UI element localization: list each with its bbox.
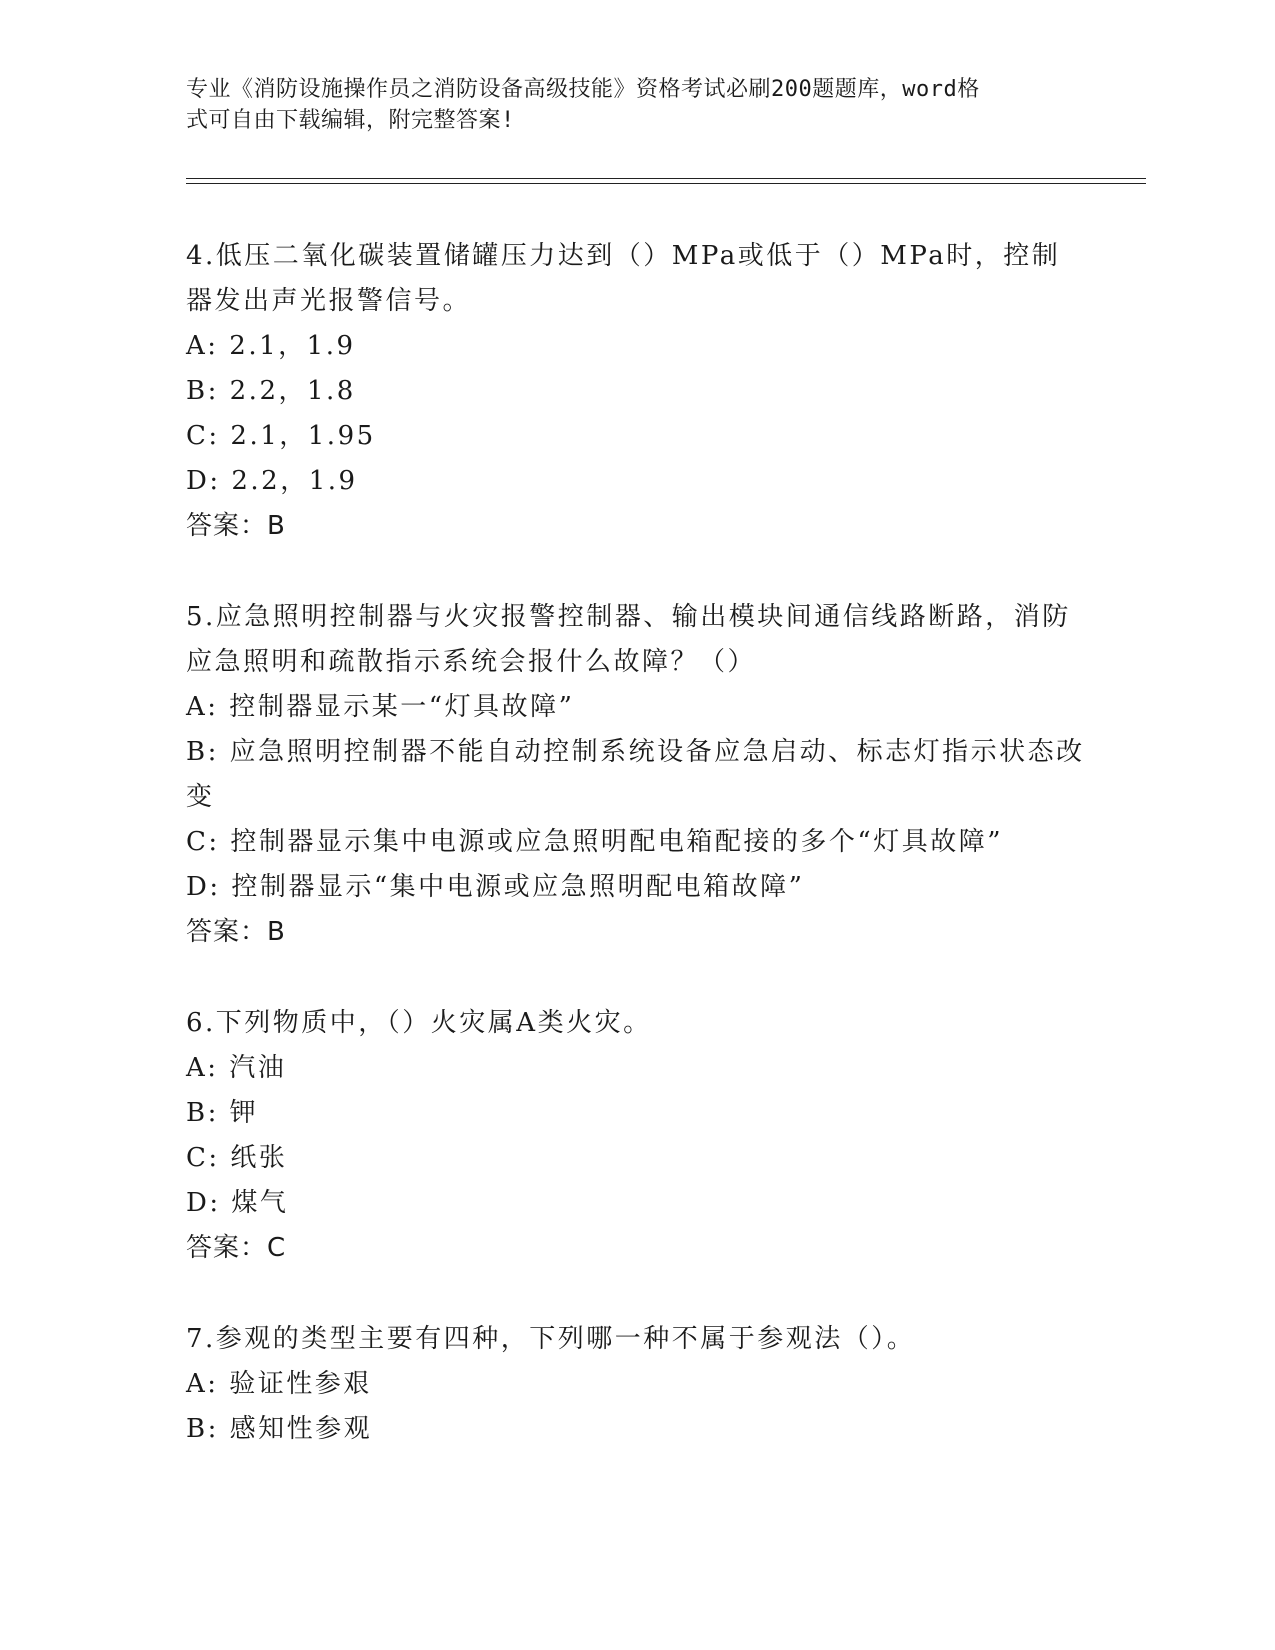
header-line-1: 专业《消防设施操作员之消防设备高级技能》资格考试必刷200题题库，word格 [186,77,980,102]
answer-label: 答案：C [186,1233,287,1263]
header-divider-top [186,178,1146,179]
question-5 [186,595,1086,955]
option-a: A: 控制器显示某一“灯具故障” [186,692,575,722]
option-c: C: 纸张 [186,1143,288,1173]
option-d: D: 控制器显示“集中电源或应急照明配电箱故障” [186,872,805,902]
option-a: A: 验证性参艰 [186,1369,372,1399]
option-c: C: 2.1，1.95 [186,421,376,451]
question-stem: 4.低压二氧化碳装置储罐压力达到（）MPa或低于（）MPa时，控制器发出声光报警信号。 [186,241,1061,316]
document-header [186,74,1066,136]
option-c: C: 控制器显示集中电源或应急照明配电箱配接的多个“灯具故障” [186,827,1004,857]
answer-label: 答案：B [186,511,286,541]
option-a: A: 2.1，1.9 [186,331,356,361]
question-stem: 6.下列物质中，（）火灾属A类火灾。 [186,1008,652,1038]
answer-label: 答案：B [186,917,286,947]
option-d: D: 2.2，1.9 [186,466,358,496]
option-b: B: 2.2，1.8 [186,376,356,406]
option-b: B: 钾 [186,1098,259,1128]
option-a: A: 汽油 [186,1053,287,1083]
option-b: B: 应急照明控制器不能自动控制系统设备应急启动、标志灯指示状态改变 [186,737,1085,812]
header-line-2: 式可自由下载编辑，附完整答案! [186,108,515,133]
option-d: D: 煤气 [186,1188,289,1218]
option-b: B: 感知性参观 [186,1414,373,1444]
question-stem: 5.应急照明控制器与火灾报警控制器、输出模块间通信线路断路，消防应急照明和疏散指示系统会报什么故障？（） [186,602,1071,677]
question-stem: 7.参观的类型主要有四种，下列哪一种不属于参观法（）。 [186,1324,916,1354]
header-divider-bottom [186,183,1146,184]
question-list [186,234,1086,1498]
question-6 [186,1001,1086,1271]
question-4 [186,234,1086,549]
question-7 [186,1317,1086,1452]
